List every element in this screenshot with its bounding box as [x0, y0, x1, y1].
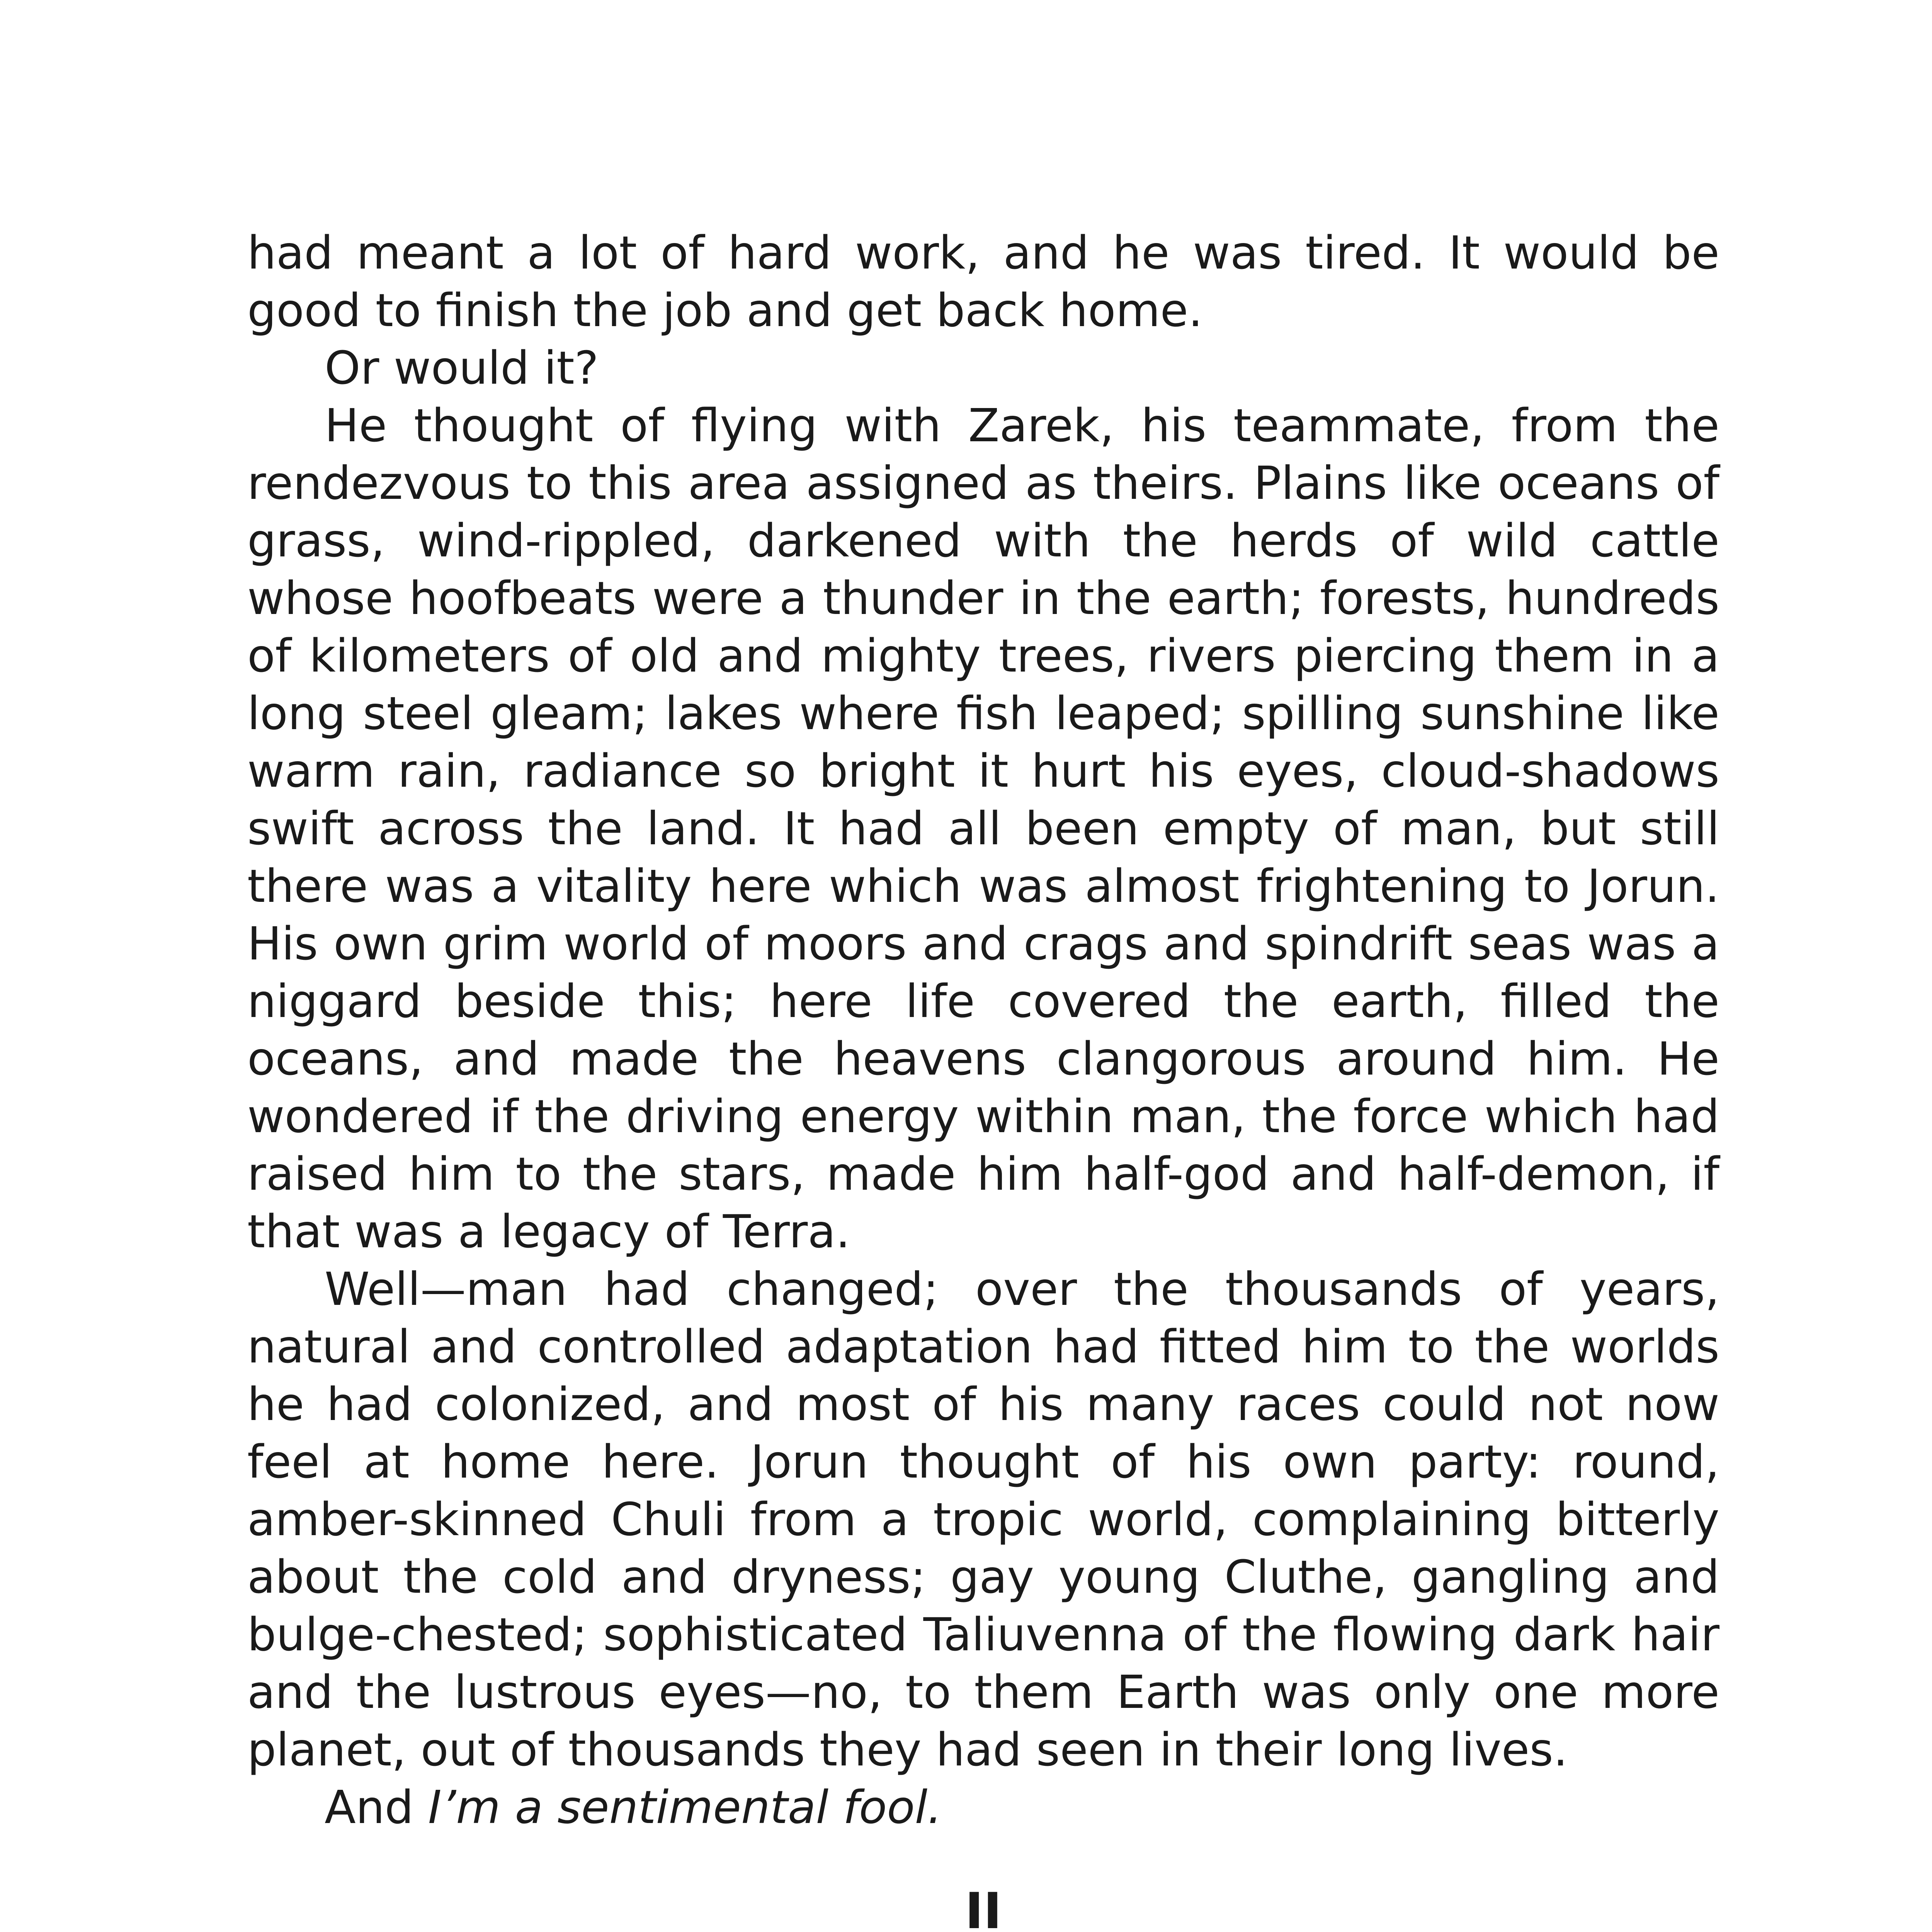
- paragraph: Or would it?: [325, 341, 599, 395]
- paragraph: He thought of flying with Zarek, his teammate, from the rendezvous to this area assigned as theirs. Plains like oceans of grass, wind-rippled, darkened with the herds of wild cattle whose hoofbeats were a thunder in the earth; forests, hundreds of kilometers of old and mighty trees, rivers piercing them in a long steel gleam; lakes where fish leaped; spilling sunshine like warm rain, radiance so bright it hurt his eyes, cloud-shadows swift across the land. It had all been empty of man, but still there was a vitality here which was almost frightening to Jorun. His own grim world of moors and crags and spindrift seas was a niggard beside this; here life covered the earth, filled the oceans, and made the heavens clangorous around him. He wondered if the driving energy within man, the force which had raised him to the stars, made him half-god and half-demon, if that was a legacy of Terra.: [247, 399, 1719, 1258]
- closing-thought-italic: I’m a sentimental fool.: [428, 1781, 942, 1834]
- closing-thought-prefix: And: [325, 1781, 428, 1834]
- paragraph: had meant a lot of hard work, and he was tired. It would be good to finish the job and get back home.: [247, 226, 1719, 337]
- page-body: [247, 224, 1719, 1932]
- section-heading: II: [965, 1883, 1002, 1932]
- paragraph-closing-thought: [247, 1779, 1719, 1836]
- paragraph: Well—man had changed; over the thousands of years, natural and controlled adaptation had fitted him to the worlds he had colonized, and most of his many races could not now feel at home here. Jorun thought of his own party: round, amber-skinned Chuli from a tropic world, complaining bitterly about the cold and dryness; gay young Cluthe, gangling and bulge-chested; sophisticated Taliuvenna of the flowing dark hair and the lustrous eyes—no, to them Earth was only one more planet, out of thousands they had seen in their long lives.: [247, 1262, 1719, 1776]
